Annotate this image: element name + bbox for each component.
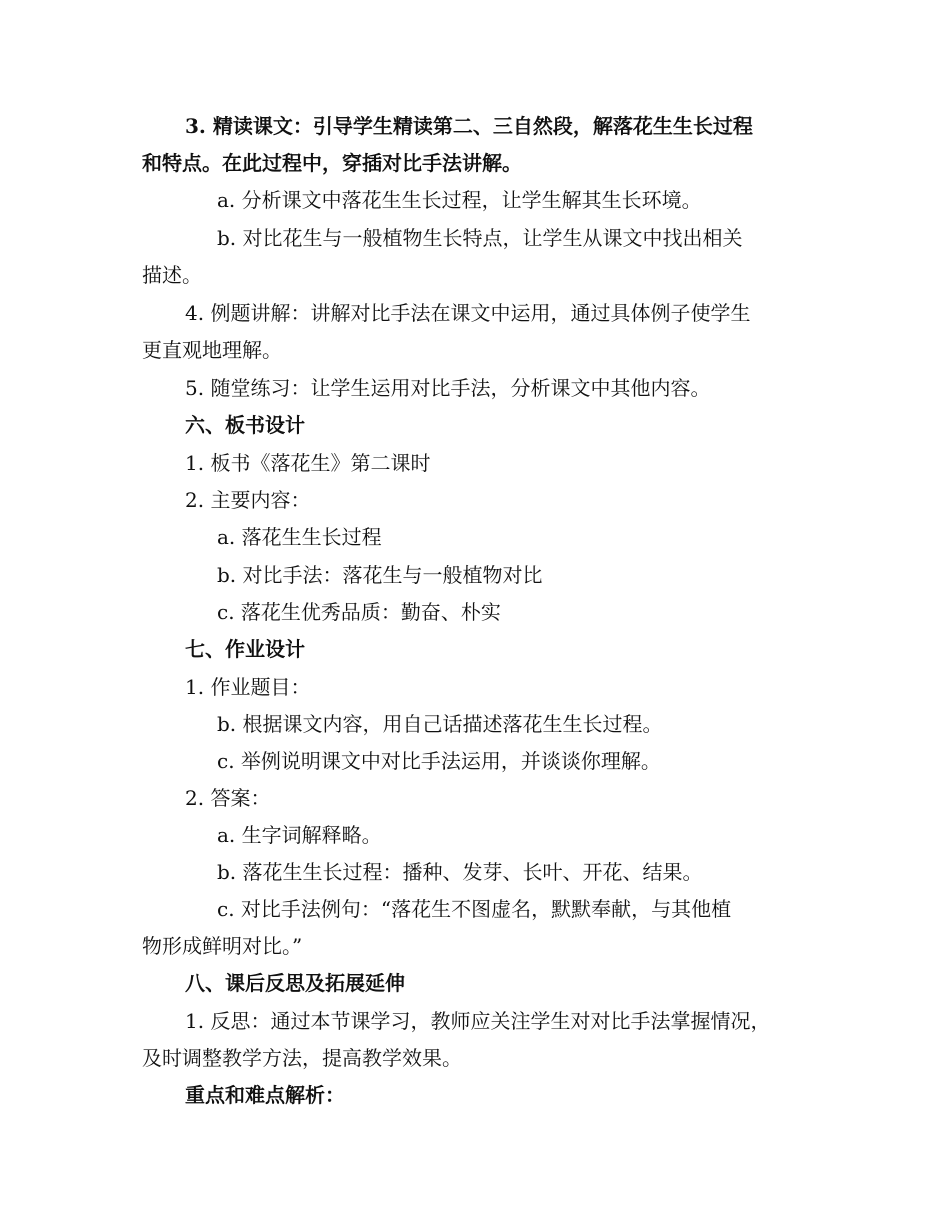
blackboard-subitem-a: a. 落花生生长过程 — [217, 525, 382, 549]
answers-item-2: 2. 答案： — [185, 786, 271, 810]
step-3-intensive-reading: 3. 精读课文：引导学生精读第二、三自然段，解落花生生长过程 — [185, 114, 753, 138]
reflection-item-1-continuation: 及时调整教学方法，提高教学效果。 — [142, 1046, 462, 1070]
step-3-item-a: a. 分析课文中落花生生长过程，让学生解其生长环境。 — [217, 188, 702, 212]
section-heading-homework: 七、作业设计 — [185, 637, 305, 661]
section-heading-blackboard: 六、板书设计 — [185, 413, 305, 437]
blackboard-subitem-c: c. 落花生优秀品质：勤奋、朴实 — [217, 600, 501, 624]
step-3-item-b: b. 对比花生与一般植物生长特点，让学生从课文中找出相关 — [217, 226, 743, 250]
step-3-continuation: 和特点。在此过程中，穿插对比手法讲解。 — [142, 151, 522, 175]
answers-subitem-c-continuation: 物形成鲜明对比。” — [142, 934, 303, 958]
blackboard-item-2: 2. 主要内容： — [185, 488, 311, 512]
section-heading-reflection: 八、课后反思及拓展延伸 — [185, 971, 405, 995]
step-3-item-b-continuation: 描述。 — [142, 263, 202, 287]
step-5-practice: 5. 随堂练习：让学生运用对比手法，分析课文中其他内容。 — [185, 376, 711, 400]
answers-subitem-c: c. 对比手法例句：“落花生不图虚名，默默奉献，与其他植 — [217, 897, 732, 921]
blackboard-item-1: 1. 板书《落花生》第二课时 — [185, 451, 431, 475]
answers-subitem-b: b. 落花生生长过程：播种、发芽、长叶、开花、结果。 — [217, 860, 703, 884]
step-4-example: 4. 例题讲解：讲解对比手法在课文中运用，通过具体例子使学生 — [185, 301, 751, 325]
homework-item-1: 1. 作业题目： — [185, 675, 311, 699]
reflection-item-1: 1. 反思：通过本节课学习，教师应关注学生对对比手法掌握情况， — [185, 1009, 771, 1033]
blackboard-subitem-b: b. 对比手法：落花生与一般植物对比 — [217, 563, 543, 587]
section-heading-key-points: 重点和难点解析： — [185, 1083, 345, 1107]
homework-subitem-b: b. 根据课文内容，用自己话描述落花生生长过程。 — [217, 712, 663, 736]
homework-subitem-c: c. 举例说明课文中对比手法运用，并谈谈你理解。 — [217, 749, 661, 773]
step-4-continuation: 更直观地理解。 — [142, 338, 282, 362]
answers-subitem-a: a. 生字词解释略。 — [217, 823, 382, 847]
